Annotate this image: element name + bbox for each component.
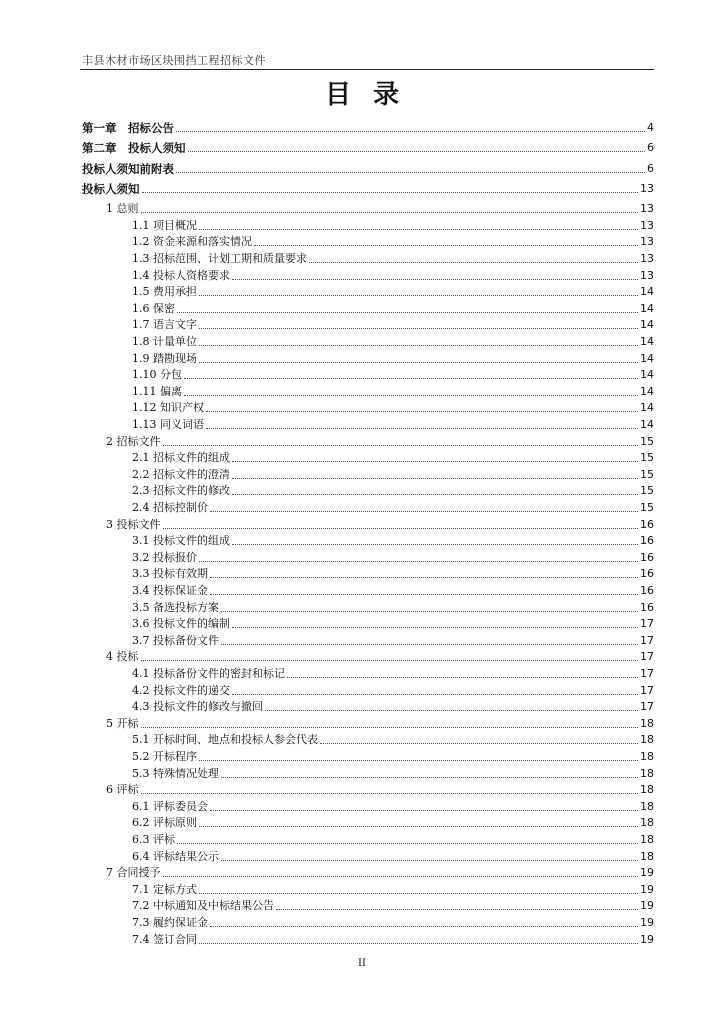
toc-leader-dots <box>210 593 638 595</box>
toc-entry[interactable] <box>82 417 654 433</box>
toc-leader-dots <box>199 892 638 894</box>
toc-entry-page: 18 <box>640 766 654 780</box>
toc-entry[interactable] <box>82 367 654 383</box>
toc-entry-label: 7 合同授予 <box>106 866 161 880</box>
toc-entry-page: 16 <box>640 584 654 597</box>
toc-entry-label: 5 开标 <box>106 716 139 730</box>
toc-leader-dots <box>210 809 638 811</box>
toc-entry[interactable] <box>82 181 654 197</box>
toc-entry-page: 13 <box>640 252 654 265</box>
toc-entry-label: 3.1 投标文件的组成 <box>132 534 230 548</box>
toc-entry[interactable] <box>82 766 654 782</box>
toc-entry-label: 3.5 备选投标方案 <box>132 600 219 614</box>
toc-entry-label: 1.7 语言文字 <box>132 318 197 332</box>
toc-entry-label: 投标人须知前附表 <box>82 161 174 176</box>
toc-entry-label: 3.7 投标备份文件 <box>132 633 219 647</box>
toc-entry-label: 2 招标文件 <box>106 434 161 448</box>
toc-entry[interactable] <box>82 251 654 267</box>
toc-entry[interactable] <box>82 749 654 765</box>
toc-entry[interactable] <box>82 898 654 914</box>
toc-entry[interactable] <box>82 284 654 300</box>
toc-entry-label: 第一章 招标公告 <box>82 121 174 135</box>
toc-leader-dots <box>232 693 638 695</box>
toc-entry-page: 18 <box>640 733 654 747</box>
toc-entry[interactable] <box>82 201 654 217</box>
toc-entry[interactable] <box>82 782 654 798</box>
toc-entry[interactable] <box>82 384 654 400</box>
toc-entry-label: 5.2 开标程序 <box>132 750 197 763</box>
toc-entry-page: 17 <box>640 617 654 631</box>
toc-entry-page: 19 <box>640 882 654 896</box>
toc-entry-label: 6.2 评标原则 <box>132 816 197 830</box>
toc-entry-page: 14 <box>640 418 654 431</box>
toc-entry-label: 1.11 偏离 <box>132 384 182 398</box>
toc-leader-dots <box>188 150 646 152</box>
toc-entry[interactable] <box>82 649 654 665</box>
toc-leader-dots <box>163 444 639 446</box>
toc-leader-dots <box>199 228 638 230</box>
toc-entry[interactable] <box>82 517 654 533</box>
toc-title: 目录 <box>324 80 421 110</box>
toc-leader-dots <box>141 726 639 728</box>
toc-leader-dots <box>206 427 638 429</box>
toc-entry[interactable] <box>82 799 654 815</box>
toc-leader-dots <box>163 527 639 529</box>
toc-entry[interactable] <box>82 550 654 566</box>
toc-entry[interactable] <box>82 467 654 483</box>
toc-entry[interactable] <box>82 317 654 333</box>
toc-leader-dots <box>199 825 638 827</box>
toc-entry-page: 13 <box>640 181 654 195</box>
toc-entry-label: 1.8 计量单位 <box>132 335 197 348</box>
toc-entry[interactable] <box>82 400 654 416</box>
toc-entry-page: 19 <box>640 899 654 913</box>
toc-leader-dots <box>176 171 645 173</box>
toc-entry[interactable] <box>82 716 654 732</box>
toc-entry-label: 7.3 履约保证金 <box>132 916 208 929</box>
toc-entry-label: 2.1 招标文件的组成 <box>132 451 230 465</box>
toc-entry-label: 7.1 定标方式 <box>132 882 197 896</box>
header-rule <box>80 69 654 70</box>
toc-leader-dots <box>142 191 639 193</box>
toc-entry-label: 第二章 投标人须知 <box>82 141 186 156</box>
toc-entry-page: 16 <box>640 534 654 548</box>
toc-entry-page: 4 <box>647 121 654 134</box>
footer-page-number: II <box>358 958 366 969</box>
toc-entry-label: 3 投标文件 <box>106 517 161 531</box>
toc-entry[interactable] <box>82 882 654 898</box>
toc-entry-label: 2.4 招标控制价 <box>132 501 208 514</box>
toc-entry-label: 7.4 签订合同 <box>132 932 197 946</box>
toc-entry-label: 6.1 评标委员会 <box>132 799 208 813</box>
toc-leader-dots <box>232 278 638 280</box>
toc-entry-page: 14 <box>640 301 654 315</box>
toc-entry-page: 14 <box>640 335 654 348</box>
toc-entry-label: 1.12 知识产权 <box>132 401 204 415</box>
toc-leader-dots <box>210 576 638 578</box>
toc-entry[interactable] <box>82 815 654 831</box>
toc-entry-page: 6 <box>647 161 654 175</box>
toc-entry-page: 17 <box>640 683 654 697</box>
toc-leader-dots <box>232 543 638 545</box>
toc-entry[interactable] <box>82 301 654 317</box>
toc-entry-page: 15 <box>640 434 654 448</box>
toc-leader-dots <box>141 792 639 794</box>
toc-leader-dots <box>176 130 645 132</box>
toc-leader-dots <box>199 294 638 296</box>
toc-leader-dots <box>184 394 638 396</box>
toc-leader-dots <box>177 311 638 313</box>
toc-entry-label: 1.13 同义词语 <box>132 418 204 431</box>
toc-entry-page: 16 <box>640 517 654 531</box>
toc-entry-page: 17 <box>640 633 654 647</box>
toc-entry-page: 16 <box>640 550 654 564</box>
toc-entry-page: 14 <box>640 285 654 299</box>
toc-entry[interactable] <box>82 666 654 682</box>
toc-leader-dots <box>210 510 638 512</box>
toc-entry-page: 18 <box>640 849 654 863</box>
toc-entry-page: 19 <box>640 916 654 929</box>
toc-leader-dots <box>221 859 638 861</box>
toc-entry-page: 18 <box>640 783 654 797</box>
page-header-title: 丰县木材市场区块围挡工程招标文件 <box>82 54 266 67</box>
toc-entry-label: 3.2 投标报价 <box>132 550 197 564</box>
toc-entry-label: 6 评标 <box>106 783 139 797</box>
toc-entry-label: 1.3 招标范围、计划工期和质量要求 <box>132 252 307 265</box>
toc-entry-page: 13 <box>640 268 654 282</box>
toc-entry-page: 17 <box>640 667 654 680</box>
toc-leader-dots <box>232 493 638 495</box>
toc-entry[interactable] <box>82 932 654 948</box>
toc-entry[interactable] <box>82 633 654 649</box>
toc-entry[interactable] <box>82 849 654 865</box>
toc-entry-page: 16 <box>640 567 654 581</box>
toc-leader-dots <box>199 344 638 346</box>
toc-leader-dots <box>221 610 638 612</box>
toc-entry[interactable] <box>82 832 654 848</box>
toc-leader-dots <box>254 244 638 246</box>
toc-leader-dots <box>199 942 638 944</box>
toc-entry-label: 2.2 招标文件的澄清 <box>132 467 230 481</box>
toc-entry-label: 1.4 投标人资格要求 <box>132 268 230 282</box>
toc-entry-page: 17 <box>640 700 654 714</box>
toc-leader-dots <box>287 676 638 678</box>
toc-entry-label: 1 总则 <box>106 202 139 216</box>
toc-entry-label: 4.3 投标文件的修改与撤回 <box>132 700 263 714</box>
toc-entry-label: 5.3 特殊情况处理 <box>132 766 219 780</box>
toc-entry[interactable] <box>82 120 654 136</box>
toc-entry[interactable] <box>82 699 654 715</box>
toc-leader-dots <box>199 560 638 562</box>
toc-entry-label: 1.1 项目概况 <box>132 218 197 232</box>
toc-entry-page: 17 <box>640 650 654 664</box>
toc-entry-page: 18 <box>640 833 654 846</box>
toc-entry[interactable] <box>82 434 654 450</box>
toc-leader-dots <box>232 460 638 462</box>
toc-entry[interactable] <box>82 583 654 599</box>
toc-entry-page: 6 <box>647 141 654 155</box>
toc-entry-label: 1.6 保密 <box>132 301 175 315</box>
toc-entry-page: 15 <box>640 467 654 481</box>
toc-entry[interactable] <box>82 600 654 616</box>
toc-entry[interactable] <box>82 268 654 284</box>
toc-entry[interactable] <box>82 566 654 582</box>
toc-entry[interactable] <box>82 140 654 156</box>
toc-leader-dots <box>221 776 638 778</box>
toc-leader-dots <box>163 875 639 877</box>
toc-entry-label: 3.4 投标保证金 <box>132 584 208 597</box>
toc-leader-dots <box>199 327 638 329</box>
toc-entry[interactable] <box>82 533 654 549</box>
toc-leader-dots <box>221 643 638 645</box>
toc-leader-dots <box>141 211 639 213</box>
toc-leader-dots <box>276 908 638 910</box>
toc-entry-page: 18 <box>640 799 654 813</box>
toc-entry-page: 14 <box>640 318 654 332</box>
toc-leader-dots <box>320 742 638 744</box>
toc-entry-page: 19 <box>640 866 654 880</box>
toc-entry[interactable] <box>82 334 654 350</box>
toc-entry[interactable] <box>82 351 654 367</box>
toc-entry-page: 18 <box>640 750 654 763</box>
toc-entry-page: 15 <box>640 484 654 498</box>
toc-leader-dots <box>184 377 638 379</box>
toc-entry-label: 6.3 评标 <box>132 833 175 846</box>
toc-entry-page: 14 <box>640 384 654 398</box>
toc-entry[interactable] <box>82 234 654 250</box>
toc-entry-page: 16 <box>640 600 654 614</box>
toc-entry-label: 5.1 开标时间、地点和投标人参会代表 <box>132 733 318 747</box>
toc-entry-label: 1.9 踏勘现场 <box>132 351 197 365</box>
toc-entry-label: 4 投标 <box>106 650 139 664</box>
toc-entry-page: 18 <box>640 716 654 730</box>
toc-entry-label: 6.4 评标结果公示 <box>132 849 219 863</box>
toc-entry-page: 13 <box>640 218 654 232</box>
toc-entry-page: 14 <box>640 368 654 382</box>
toc-entry[interactable] <box>82 732 654 748</box>
toc-entry[interactable] <box>82 500 654 516</box>
toc-leader-dots <box>141 659 639 661</box>
toc-leader-dots <box>210 925 638 927</box>
toc-leader-dots <box>199 759 638 761</box>
toc-entry-label: 4.1 投标备份文件的密封和标记 <box>132 667 285 680</box>
toc-entry-label: 1.10 分包 <box>132 368 182 382</box>
toc-leader-dots <box>265 709 638 711</box>
toc-entry[interactable] <box>82 616 654 632</box>
toc-entry-label: 1.2 资金来源和落实情况 <box>132 235 252 249</box>
toc-entry-page: 19 <box>640 932 654 946</box>
toc-leader-dots <box>206 410 638 412</box>
toc-entry-page: 15 <box>640 501 654 514</box>
toc-entry-label: 2.3 招标文件的修改 <box>132 484 230 498</box>
toc-entry-page: 13 <box>640 202 654 216</box>
toc-entry[interactable] <box>82 915 654 931</box>
toc-entry-label: 1.5 费用承担 <box>132 285 197 299</box>
toc-entry[interactable] <box>82 865 654 881</box>
toc-entry-label: 投标人须知 <box>82 181 140 196</box>
toc-leader-dots <box>309 261 638 263</box>
toc-entry-page: 13 <box>640 235 654 249</box>
toc-leader-dots <box>232 477 638 479</box>
toc-entry[interactable] <box>82 483 654 499</box>
toc-entry-label: 3.6 投标文件的编制 <box>132 617 230 631</box>
toc-entry-label: 7.2 中标通知及中标结果公告 <box>132 899 274 913</box>
toc-entry-page: 14 <box>640 351 654 365</box>
toc-entry[interactable] <box>82 450 654 466</box>
toc-entry-page: 18 <box>640 816 654 830</box>
toc-entry-label: 3.3 投标有效期 <box>132 567 208 581</box>
toc-entry[interactable] <box>82 161 654 177</box>
toc-leader-dots <box>177 842 638 844</box>
toc-entry[interactable] <box>82 683 654 699</box>
toc-entry[interactable] <box>82 218 654 234</box>
toc-leader-dots <box>199 361 638 363</box>
toc-entry-label: 4.2 投标文件的递交 <box>132 683 230 697</box>
toc-entry-page: 15 <box>640 451 654 465</box>
toc-leader-dots <box>232 626 638 628</box>
toc-entry-page: 14 <box>640 401 654 415</box>
